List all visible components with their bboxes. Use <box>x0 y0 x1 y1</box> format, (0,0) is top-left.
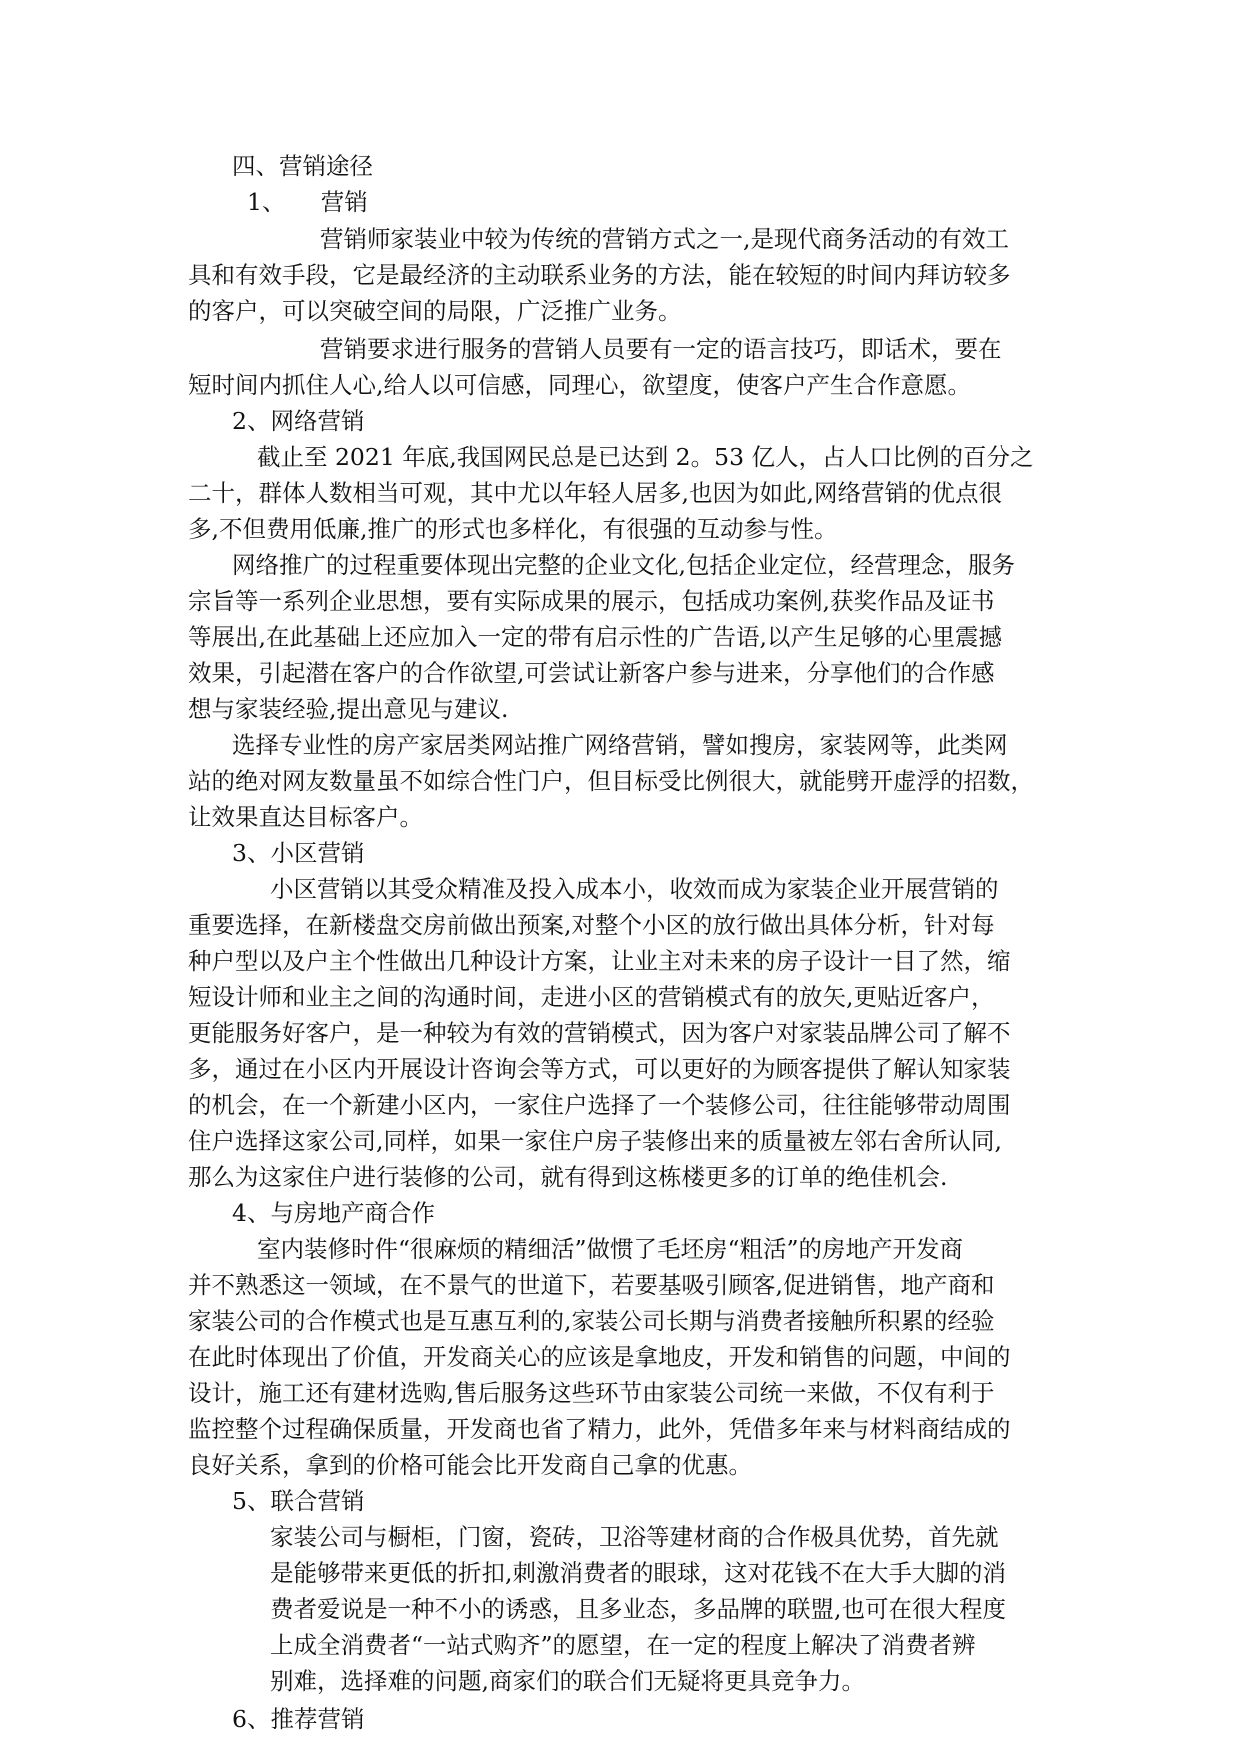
paragraph-line: 网络推广的过程重要体现出完整的企业文化,包括企业定位，经营理念，服务 <box>232 551 1015 579</box>
paragraph-line: 室内装修时件“很麻烦的精细活”做惯了毛坯房“粗活”的房地产开发商 <box>257 1235 964 1263</box>
section-heading: 四、营销途径 <box>232 152 373 180</box>
paragraph-line: 宗旨等一系列企业思想，要有实际成果的展示，包括成功案例,获奖作品及证书 <box>188 587 995 615</box>
paragraph-line: 多,不但费用低廉,推广的形式也多样化，有很强的互动参与性。 <box>188 515 838 543</box>
paragraph-line: 在此时体现出了价值，开发商关心的应该是拿地皮，开发和销售的问题，中间的 <box>188 1343 1011 1371</box>
paragraph-line: 的机会，在一个新建小区内，一家住户选择了一个装修公司，往往能够带动周围 <box>188 1091 1011 1119</box>
paragraph-line: 等展出,在此基础上还应加入一定的带有启示性的广告语,以产生足够的心里震撼 <box>188 623 1002 651</box>
paragraph-line: 想与家装经验,提出意见与建议. <box>188 695 509 723</box>
paragraph-line: 并不熟悉这一领域，在不景气的世道下，若要基吸引顾客,促进销售，地产商和 <box>188 1271 995 1299</box>
paragraph-line: 短时间内抓住人心,给人以可信感，同理心，欲望度，使客户产生合作意愿。 <box>188 371 971 399</box>
paragraph-line: 多，通过在小区内开展设计咨询会等方式，可以更好的为顾客提供了解认知家装 <box>188 1055 1011 1083</box>
paragraph-line: 那么为这家住户进行装修的公司，就有得到这栋楼更多的订单的绝佳机会. <box>188 1163 948 1191</box>
subsection-heading: 4、与房地产商合作 <box>232 1199 435 1227</box>
paragraph-line: 设计，施工还有建材选购,售后服务这些环节由家装公司统一来做，不仅有利于 <box>188 1379 995 1407</box>
paragraph-line: 监控整个过程确保质量，开发商也省了精力，此外，凭借多年来与材料商结成的 <box>188 1415 1011 1443</box>
paragraph-line: 让效果直达目标客户。 <box>188 803 423 831</box>
paragraph-line: 费者爱说是一种不小的诱惑，且多业态，多品牌的联盟,也可在很大程度 <box>270 1595 1006 1623</box>
paragraph-line: 小区营销以其受众精准及投入成本小，收效而成为家装企业开展营销的 <box>270 875 999 903</box>
subsection-heading: 1、 营销 <box>247 188 368 216</box>
paragraph-line: 重要选择，在新楼盘交房前做出预案,对整个小区的放行做出具体分析，针对每 <box>188 911 995 939</box>
paragraph-line: 站的绝对网友数量虽不如综合性门户，但目标受比例很大，就能劈开虚浮的招数， <box>188 767 1034 795</box>
paragraph-line: 家装公司的合作模式也是互惠互利的,家装公司长期与消费者接触所积累的经验 <box>188 1307 995 1335</box>
paragraph-line: 营销师家装业中较为传统的营销方式之一,是现代商务活动的有效工 <box>320 225 1009 253</box>
paragraph-line: 的客户，可以突破空间的局限，广泛推广业务。 <box>188 297 682 325</box>
paragraph-line: 短设计师和业主之间的沟通时间，走进小区的营销模式有的放矢,更贴近客户， <box>188 983 995 1011</box>
subsection-heading: 6、推荐营销 <box>232 1705 365 1733</box>
subsection-heading: 5、联合营销 <box>232 1487 365 1515</box>
subsection-heading: 2、网络营销 <box>232 407 365 435</box>
paragraph-line: 营销要求进行服务的营销人员要有一定的语言技巧，即话术，要在 <box>320 335 1002 363</box>
paragraph-line: 上成全消费者“一站式购齐”的愿望，在一定的程度上解决了消费者辨 <box>270 1631 976 1659</box>
paragraph-line: 良好关系，拿到的价格可能会比开发商自己拿的优惠。 <box>188 1451 752 1479</box>
paragraph-line: 是能够带来更低的折扣,刺激消费者的眼球，这对花钱不在大手大脚的消 <box>270 1559 1006 1587</box>
paragraph-line: 别难，选择难的问题,商家们的联合们无疑将更具竞争力。 <box>270 1667 865 1695</box>
paragraph-line: 种户型以及户主个性做出几种设计方案，让业主对未来的房子设计一目了然，缩 <box>188 947 1011 975</box>
paragraph-line: 具和有效手段，它是最经济的主动联系业务的方法，能在较短的时间内拜访较多 <box>188 261 1011 289</box>
paragraph-line: 二十，群体人数相当可观，其中尤以年轻人居多,也因为如此,网络营销的优点很 <box>188 479 1002 507</box>
paragraph-line: 住户选择这家公司,同样，如果一家住户房子装修出来的质量被左邻右舍所认同, <box>188 1127 1002 1155</box>
paragraph-line: 截止至 2021 年底,我国网民总是已达到 2。53 亿人，占人口比例的百分之 <box>257 443 1034 471</box>
paragraph-line: 更能服务好客户，是一种较为有效的营销模式，因为客户对家装品牌公司了解不 <box>188 1019 1011 1047</box>
paragraph-line: 选择专业性的房产家居类网站推广网络营销，譬如搜房，家装网等，此类网 <box>232 731 1008 759</box>
subsection-heading: 3、小区营销 <box>232 839 365 867</box>
paragraph-line: 效果，引起潜在客户的合作欲望,可尝试让新客户参与进来，分享他们的合作感 <box>188 659 995 687</box>
paragraph-line: 家装公司与橱柜，门窗，瓷砖，卫浴等建材商的合作极具优势，首先就 <box>270 1523 999 1551</box>
